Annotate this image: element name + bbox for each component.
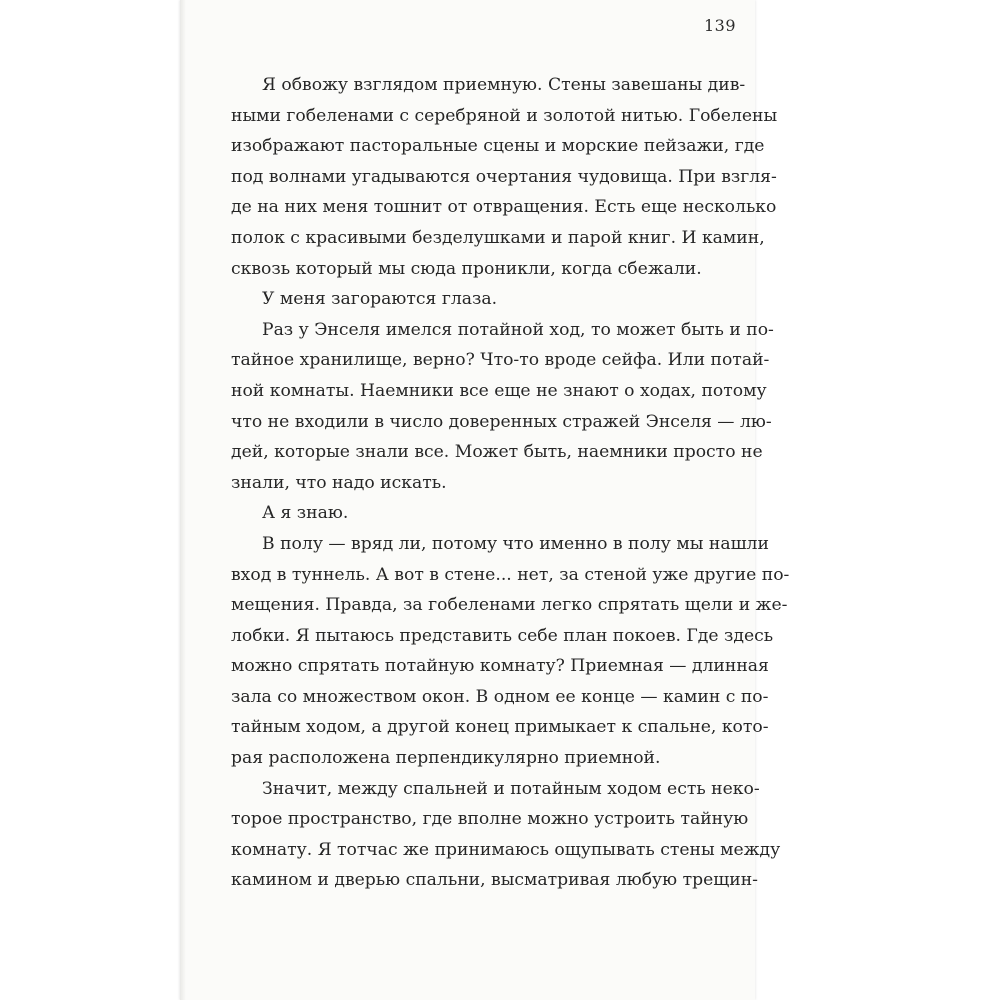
paragraph <box>231 284 736 315</box>
page-number: 139 <box>703 16 736 35</box>
text-line: лобки. Я пытаюсь представить себе план покоев. Где здесь <box>231 625 774 646</box>
text-line: дей, которые знали все. Может быть, наемники просто не <box>231 442 763 463</box>
text-line: мещения. Правда, за гобеленами легко спрятать щели и же- <box>231 595 788 616</box>
text-line: У меня загораются глаза. <box>262 289 498 310</box>
body-text <box>231 70 790 896</box>
text-line: под волнами угадываются очертания чудовища. При взгля- <box>231 166 777 187</box>
paragraph <box>231 774 781 896</box>
text-line: Я обвожу взглядом приемную. Стены завешаны див- <box>262 75 746 95</box>
book-page <box>180 0 790 1000</box>
text-line: тайное хранилище, верно? Что-то вроде сейфа. Или потай- <box>231 350 770 371</box>
paragraph <box>231 70 778 284</box>
text-line: зала со множеством окон. В одном ее конце — камин с по- <box>231 686 769 707</box>
text-line: рая расположена перпендикулярно приемной. <box>231 748 661 769</box>
text-line: торое пространство, где вполне можно устроить тайную <box>231 809 749 830</box>
text-line: Раз у Энселя имелся потайной ход, то может быть и по- <box>262 319 774 340</box>
text-line: В полу — вряд ли, потому что именно в полу мы нашли <box>262 533 769 554</box>
text-line: комнату. Я тотчас же принимаюсь ощупывать стены между <box>231 839 781 860</box>
text-line: де на них меня тошнит от отвращения. Есть еще несколько <box>231 197 777 218</box>
paragraph <box>231 498 736 529</box>
text-line: вход в туннель. А вот в стене... нет, за стеной уже другие по- <box>231 564 790 585</box>
text-line: камином и дверью спальни, высматривая любую трещин- <box>231 870 758 891</box>
text-line: Значит, между спальней и потайным ходом есть неко- <box>262 778 760 799</box>
paragraph <box>231 529 790 774</box>
paragraph <box>231 315 774 499</box>
text-line: ной комнаты. Наемники все еще не знают о ходах, потому <box>231 380 767 401</box>
text-line: что не входили в число доверенных стражей Энселя — лю- <box>231 411 772 432</box>
text-line: ными гобеленами с серебряной и золотой нитью. Гобелены <box>231 105 778 126</box>
text-line: изображают пасторальные сцены и морские пейзажи, где <box>231 136 765 157</box>
text-line: можно спрятать потайную комнату? Приемная — длинная <box>231 656 769 677</box>
text-line: тайным ходом, а другой конец примыкает к спальне, кото- <box>231 717 769 738</box>
text-line: полок с красивыми безделушками и парой книг. И камин, <box>231 227 765 248</box>
text-line: знали, что надо искать. <box>231 472 447 493</box>
text-line: А я знаю. <box>262 503 349 524</box>
page-gutter-shadow <box>180 0 186 1000</box>
text-line: сквозь который мы сюда проникли, когда сбежали. <box>231 258 702 279</box>
